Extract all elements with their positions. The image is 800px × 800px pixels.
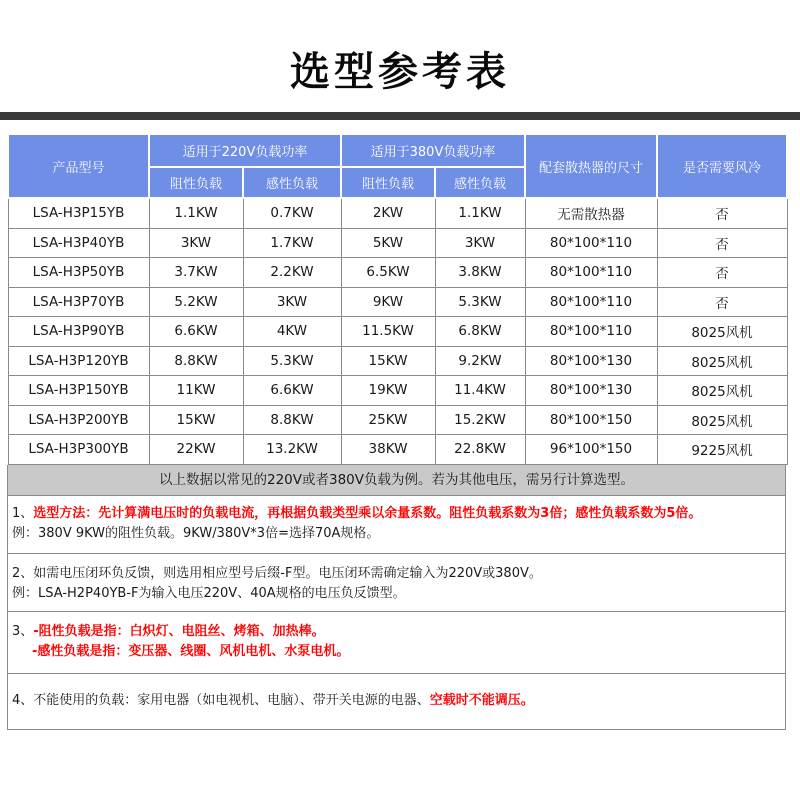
- table-row: [8, 317, 787, 347]
- cell-380v-resistive: 6.5KW: [341, 258, 435, 288]
- note-3-inductive: -感性负载是指：变压器、线圈、风机电机、水泵电机。: [32, 643, 350, 659]
- cell-380v-inductive: 1.1KW: [435, 198, 525, 228]
- cell-380v-resistive: 2KW: [341, 198, 435, 228]
- note-3-prefix: 3、: [12, 623, 34, 639]
- note-load-types: [7, 612, 786, 674]
- note-selection-method: [7, 496, 786, 554]
- cell-220v-inductive: 5.3KW: [243, 346, 341, 376]
- table-row: [8, 405, 787, 435]
- cell-380v-resistive: 5KW: [341, 228, 435, 258]
- cell-model: LSA-H3P15YB: [8, 198, 149, 228]
- cell-fan: 否: [657, 198, 787, 228]
- cell-220v-inductive: 1.7KW: [243, 228, 341, 258]
- note-3-line-2: [12, 642, 785, 662]
- page-title: 选型参考表: [290, 49, 510, 95]
- header-220v-group: 适用于220V负载功率: [149, 134, 341, 167]
- cell-fan: 否: [657, 287, 787, 317]
- cell-heatsink: 80*100*110: [525, 287, 657, 317]
- cell-220v-resistive: 6.6KW: [149, 317, 243, 347]
- cell-380v-resistive: 38KW: [341, 435, 435, 465]
- cell-model: LSA-H3P120YB: [8, 346, 149, 376]
- note-unsupported-loads: [7, 674, 786, 730]
- header-fan: 是否需要风冷: [657, 134, 787, 198]
- cell-fan: 8025风机: [657, 346, 787, 376]
- selection-sheet: [7, 133, 786, 730]
- cell-model: LSA-H3P150YB: [8, 376, 149, 406]
- cell-220v-inductive: 4KW: [243, 317, 341, 347]
- cell-380v-resistive: 15KW: [341, 346, 435, 376]
- cell-380v-inductive: 6.8KW: [435, 317, 525, 347]
- header-model: 产品型号: [8, 134, 149, 198]
- cell-220v-inductive: 8.8KW: [243, 405, 341, 435]
- cell-220v-resistive: 11KW: [149, 376, 243, 406]
- cell-heatsink: 80*100*110: [525, 317, 657, 347]
- cell-380v-resistive: 9KW: [341, 287, 435, 317]
- header-380v-group: 适用于380V负载功率: [341, 134, 525, 167]
- cell-220v-inductive: 6.6KW: [243, 376, 341, 406]
- cell-380v-inductive: 9.2KW: [435, 346, 525, 376]
- cell-heatsink: 80*100*130: [525, 346, 657, 376]
- cell-220v-resistive: 22KW: [149, 435, 243, 465]
- note-1-line: [12, 504, 785, 524]
- cell-220v-resistive: 1.1KW: [149, 198, 243, 228]
- header-220v-resistive: 阻性负载: [149, 167, 243, 198]
- note-1-emphasis: 选型方法：先计算满电压时的负载电流，再根据负载类型乘以余量系数。阻性负载系数为3倍；感性负载系数为5倍。: [33, 505, 702, 521]
- note-3-line-1: [12, 622, 785, 642]
- cell-220v-resistive: 8.8KW: [149, 346, 243, 376]
- cell-380v-resistive: 25KW: [341, 405, 435, 435]
- header-380v-inductive: 感性负载: [435, 167, 525, 198]
- header-heatsink: 配套散热器的尺寸: [525, 134, 657, 198]
- cell-heatsink: 96*100*150: [525, 435, 657, 465]
- table-row: [8, 435, 787, 465]
- cell-fan: 8025风机: [657, 376, 787, 406]
- cell-380v-inductive: 15.2KW: [435, 405, 525, 435]
- cell-model: LSA-H3P200YB: [8, 405, 149, 435]
- cell-380v-resistive: 19KW: [341, 376, 435, 406]
- cell-model: LSA-H3P90YB: [8, 317, 149, 347]
- cell-fan: 8025风机: [657, 405, 787, 435]
- table-row: [8, 376, 787, 406]
- note-3-resistive: -阻性负载是指：白炽灯、电阻丝、烤箱、加热棒。: [33, 623, 325, 639]
- cell-220v-resistive: 3KW: [149, 228, 243, 258]
- note-2-line-1: 2、如需电压闭环负反馈，则选用相应型号后缀-F型。电压闭环需确定输入为220V或380V。: [12, 565, 542, 581]
- table-row: [8, 258, 787, 288]
- cell-220v-resistive: 3.7KW: [149, 258, 243, 288]
- table-row: [8, 198, 787, 228]
- cell-220v-inductive: 2.2KW: [243, 258, 341, 288]
- cell-heatsink: 80*100*110: [525, 258, 657, 288]
- note-4-line: [12, 691, 785, 711]
- note-2-line-2: 例：LSA-H2P40YB-F为输入电压220V、40A规格的电压负反馈型。: [12, 585, 406, 601]
- header-220v-inductive: 感性负载: [243, 167, 341, 198]
- title-divider: [0, 112, 800, 120]
- cell-heatsink: 80*100*150: [525, 405, 657, 435]
- note-1-prefix: 1、: [12, 505, 34, 521]
- cell-fan: 8025风机: [657, 317, 787, 347]
- cell-220v-inductive: 0.7KW: [243, 198, 341, 228]
- cell-fan: 9225风机: [657, 435, 787, 465]
- header-380v-resistive: 阻性负载: [341, 167, 435, 198]
- cell-model: LSA-H3P300YB: [8, 435, 149, 465]
- cell-220v-inductive: 3KW: [243, 287, 341, 317]
- cell-220v-inductive: 13.2KW: [243, 435, 341, 465]
- cell-220v-resistive: 15KW: [149, 405, 243, 435]
- cell-380v-resistive: 11.5KW: [341, 317, 435, 347]
- cell-model: LSA-H3P50YB: [8, 258, 149, 288]
- cell-fan: 否: [657, 258, 787, 288]
- cell-380v-inductive: 5.3KW: [435, 287, 525, 317]
- note-1-example: 例：380V 9KW的阻性负载。9KW/380V*3倍=选择70A规格。: [12, 525, 380, 541]
- note-feedback: [7, 554, 786, 612]
- cell-model: LSA-H3P40YB: [8, 228, 149, 258]
- cell-fan: 否: [657, 228, 787, 258]
- cell-heatsink: 80*100*130: [525, 376, 657, 406]
- cell-380v-inductive: 3KW: [435, 228, 525, 258]
- table-row: [8, 287, 787, 317]
- cell-380v-inductive: 11.4KW: [435, 376, 525, 406]
- note-4-text: 4、不能使用的负载：家用电器（如电视机、电脑）、带开关电源的电器、: [12, 692, 430, 708]
- note-4-emphasis: 空载时不能调压。: [429, 692, 534, 708]
- table-row: [8, 228, 787, 258]
- cell-heatsink: 无需散热器: [525, 198, 657, 228]
- cell-380v-inductive: 22.8KW: [435, 435, 525, 465]
- table-footnote: 以上数据以常见的220V或者380V负载为例。若为其他电压，需另行计算选型。: [7, 465, 786, 496]
- selection-table: [7, 133, 788, 465]
- cell-380v-inductive: 3.8KW: [435, 258, 525, 288]
- table-row: [8, 346, 787, 376]
- cell-heatsink: 80*100*110: [525, 228, 657, 258]
- cell-model: LSA-H3P70YB: [8, 287, 149, 317]
- cell-220v-resistive: 5.2KW: [149, 287, 243, 317]
